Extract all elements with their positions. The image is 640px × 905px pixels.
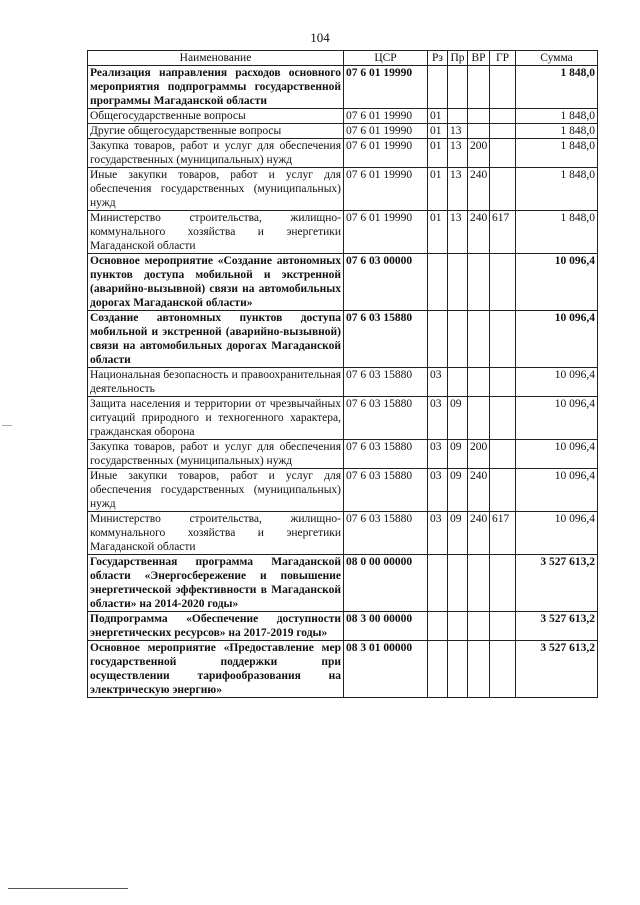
cell-csr: 07 6 03 00000 (344, 254, 428, 311)
cell-gr (490, 139, 516, 168)
cell-gr (490, 109, 516, 124)
cell-vr (468, 109, 490, 124)
cell-pr: 09 (448, 440, 468, 469)
cell-gr (490, 397, 516, 440)
table-row (88, 311, 598, 368)
cell-rz: 01 (428, 168, 448, 211)
cell-vr (468, 254, 490, 311)
cell-sum: 1 848,0 (516, 124, 598, 139)
cell-vr: 240 (468, 211, 490, 254)
cell-pr: 09 (448, 469, 468, 512)
cell-name: Закупка товаров, работ и услуг для обеспечения государственных (муниципальных) нужд (88, 440, 344, 469)
cell-vr: 240 (468, 512, 490, 555)
cell-vr (468, 612, 490, 641)
cell-gr: 617 (490, 512, 516, 555)
cell-sum: 1 848,0 (516, 66, 598, 109)
table-row (88, 512, 598, 555)
cell-gr (490, 254, 516, 311)
cell-name: Основное мероприятие «Создание автономных пунктов доступа мобильной и экстренной (аварийно-вызывной) связи на автомобильных дорогах Магаданской области» (88, 254, 344, 311)
cell-csr: 07 6 01 19990 (344, 168, 428, 211)
cell-name: Иные закупки товаров, работ и услуг для обеспечения государственных (муниципальных) нужд (88, 168, 344, 211)
cell-name: Реализация направления расходов основного мероприятия подпрограммы государственной программы Магаданской области (88, 66, 344, 109)
table-row (88, 124, 598, 139)
header-vr: ВР (468, 51, 490, 66)
header-gr: ГР (490, 51, 516, 66)
cell-gr (490, 168, 516, 211)
cell-vr (468, 641, 490, 698)
table-body (88, 66, 598, 698)
cell-rz (428, 555, 448, 612)
cell-csr: 07 6 01 19990 (344, 139, 428, 168)
header-rz: Рз (428, 51, 448, 66)
cell-rz (428, 66, 448, 109)
cell-gr (490, 555, 516, 612)
cell-rz: 03 (428, 469, 448, 512)
cell-name: Министерство строительства, жилищно-коммунального хозяйства и энергетики Магаданской области (88, 512, 344, 555)
cell-csr: 07 6 03 15880 (344, 469, 428, 512)
cell-gr (490, 469, 516, 512)
cell-rz: 01 (428, 211, 448, 254)
cell-sum: 3 527 613,2 (516, 641, 598, 698)
cell-vr: 200 (468, 440, 490, 469)
cell-pr (448, 66, 468, 109)
cell-sum: 1 848,0 (516, 139, 598, 168)
cell-vr (468, 397, 490, 440)
cell-pr (448, 254, 468, 311)
cell-csr: 07 6 03 15880 (344, 397, 428, 440)
cell-name: Государственная программа Магаданской области «Энергосбережение и повышение энергетической эффективности в Магаданской области» на 2014-2020 годы» (88, 555, 344, 612)
cell-name: Подпрограмма «Обеспечение доступности энергетических ресурсов» на 2017-2019 годы» (88, 612, 344, 641)
cell-gr (490, 124, 516, 139)
cell-sum: 3 527 613,2 (516, 555, 598, 612)
cell-name: Общегосударственные вопросы (88, 109, 344, 124)
cell-csr: 07 6 03 15880 (344, 512, 428, 555)
cell-sum: 10 096,4 (516, 512, 598, 555)
header-csr: ЦСР (344, 51, 428, 66)
cell-vr (468, 124, 490, 139)
cell-rz (428, 311, 448, 368)
cell-rz (428, 254, 448, 311)
cell-rz: 03 (428, 368, 448, 397)
cell-pr: 13 (448, 168, 468, 211)
cell-name: Другие общегосударственные вопросы (88, 124, 344, 139)
cell-sum: 1 848,0 (516, 109, 598, 124)
cell-sum: 10 096,4 (516, 469, 598, 512)
cell-csr: 07 6 01 19990 (344, 124, 428, 139)
cell-name: Национальная безопасность и правоохранительная деятельность (88, 368, 344, 397)
table-row (88, 612, 598, 641)
cell-gr: 617 (490, 211, 516, 254)
cell-name: Основное мероприятие «Предоставление мер государственной поддержки при осуществлении тарифообразования на электрическую энергию» (88, 641, 344, 698)
cell-sum: 1 848,0 (516, 168, 598, 211)
cell-vr: 200 (468, 139, 490, 168)
cell-rz (428, 641, 448, 698)
table-row (88, 641, 598, 698)
cell-vr (468, 311, 490, 368)
cell-csr: 07 6 01 19990 (344, 211, 428, 254)
cell-sum: 10 096,4 (516, 397, 598, 440)
cell-gr (490, 368, 516, 397)
table-row (88, 440, 598, 469)
cell-sum: 10 096,4 (516, 311, 598, 368)
footnote-separator (8, 888, 128, 889)
table-row (88, 139, 598, 168)
header-pr: Пр (448, 51, 468, 66)
cell-name: Министерство строительства, жилищно-коммунального хозяйства и энергетики Магаданской области (88, 211, 344, 254)
cell-gr (490, 311, 516, 368)
cell-pr (448, 368, 468, 397)
cell-pr (448, 109, 468, 124)
cell-csr: 07 6 01 19990 (344, 66, 428, 109)
cell-name: Создание автономных пунктов доступа мобильной и экстренной (аварийно-вызывной) связи на автомобильных дорогах Магаданской области (88, 311, 344, 368)
table-row (88, 368, 598, 397)
table-row (88, 66, 598, 109)
cell-csr: 08 3 00 00000 (344, 612, 428, 641)
cell-rz: 03 (428, 512, 448, 555)
cell-rz: 01 (428, 109, 448, 124)
header-name: Наименование (88, 51, 344, 66)
cell-vr (468, 368, 490, 397)
cell-pr: 09 (448, 397, 468, 440)
table-header-row (88, 51, 598, 66)
cell-rz (428, 612, 448, 641)
cell-rz: 01 (428, 139, 448, 168)
cell-rz: 01 (428, 124, 448, 139)
cell-vr: 240 (468, 469, 490, 512)
cell-sum: 3 527 613,2 (516, 612, 598, 641)
cell-csr: 07 6 03 15880 (344, 368, 428, 397)
cell-sum: 1 848,0 (516, 211, 598, 254)
table-row (88, 254, 598, 311)
table-row (88, 469, 598, 512)
page-number: 104 (310, 30, 330, 45)
table-row (88, 211, 598, 254)
table-row (88, 168, 598, 211)
cell-pr (448, 555, 468, 612)
cell-sum: 10 096,4 (516, 254, 598, 311)
cell-pr: 09 (448, 512, 468, 555)
cell-gr (490, 440, 516, 469)
cell-pr (448, 612, 468, 641)
cell-vr (468, 66, 490, 109)
cell-sum: 10 096,4 (516, 440, 598, 469)
cell-name: Закупка товаров, работ и услуг для обеспечения государственных (муниципальных) нужд (88, 139, 344, 168)
cell-rz: 03 (428, 397, 448, 440)
cell-gr (490, 641, 516, 698)
cell-csr: 08 3 01 00000 (344, 641, 428, 698)
cell-rz: 03 (428, 440, 448, 469)
cell-csr: 08 0 00 00000 (344, 555, 428, 612)
cell-pr (448, 311, 468, 368)
cell-name: Иные закупки товаров, работ и услуг для обеспечения государственных (муниципальных) нужд (88, 469, 344, 512)
cell-vr: 240 (468, 168, 490, 211)
cell-sum: 10 096,4 (516, 368, 598, 397)
cell-vr (468, 555, 490, 612)
margin-mark (2, 425, 12, 426)
cell-csr: 07 6 03 15880 (344, 440, 428, 469)
cell-pr: 13 (448, 139, 468, 168)
table-row (88, 109, 598, 124)
cell-pr (448, 641, 468, 698)
cell-csr: 07 6 01 19990 (344, 109, 428, 124)
cell-gr (490, 612, 516, 641)
cell-csr: 07 6 03 15880 (344, 311, 428, 368)
table-row (88, 397, 598, 440)
cell-pr: 13 (448, 211, 468, 254)
cell-gr (490, 66, 516, 109)
header-sum: Сумма (516, 51, 598, 66)
budget-table (87, 50, 598, 698)
cell-pr: 13 (448, 124, 468, 139)
cell-name: Защита населения и территории от чрезвычайных ситуаций природного и техногенного характера, гражданская оборона (88, 397, 344, 440)
table-row (88, 555, 598, 612)
